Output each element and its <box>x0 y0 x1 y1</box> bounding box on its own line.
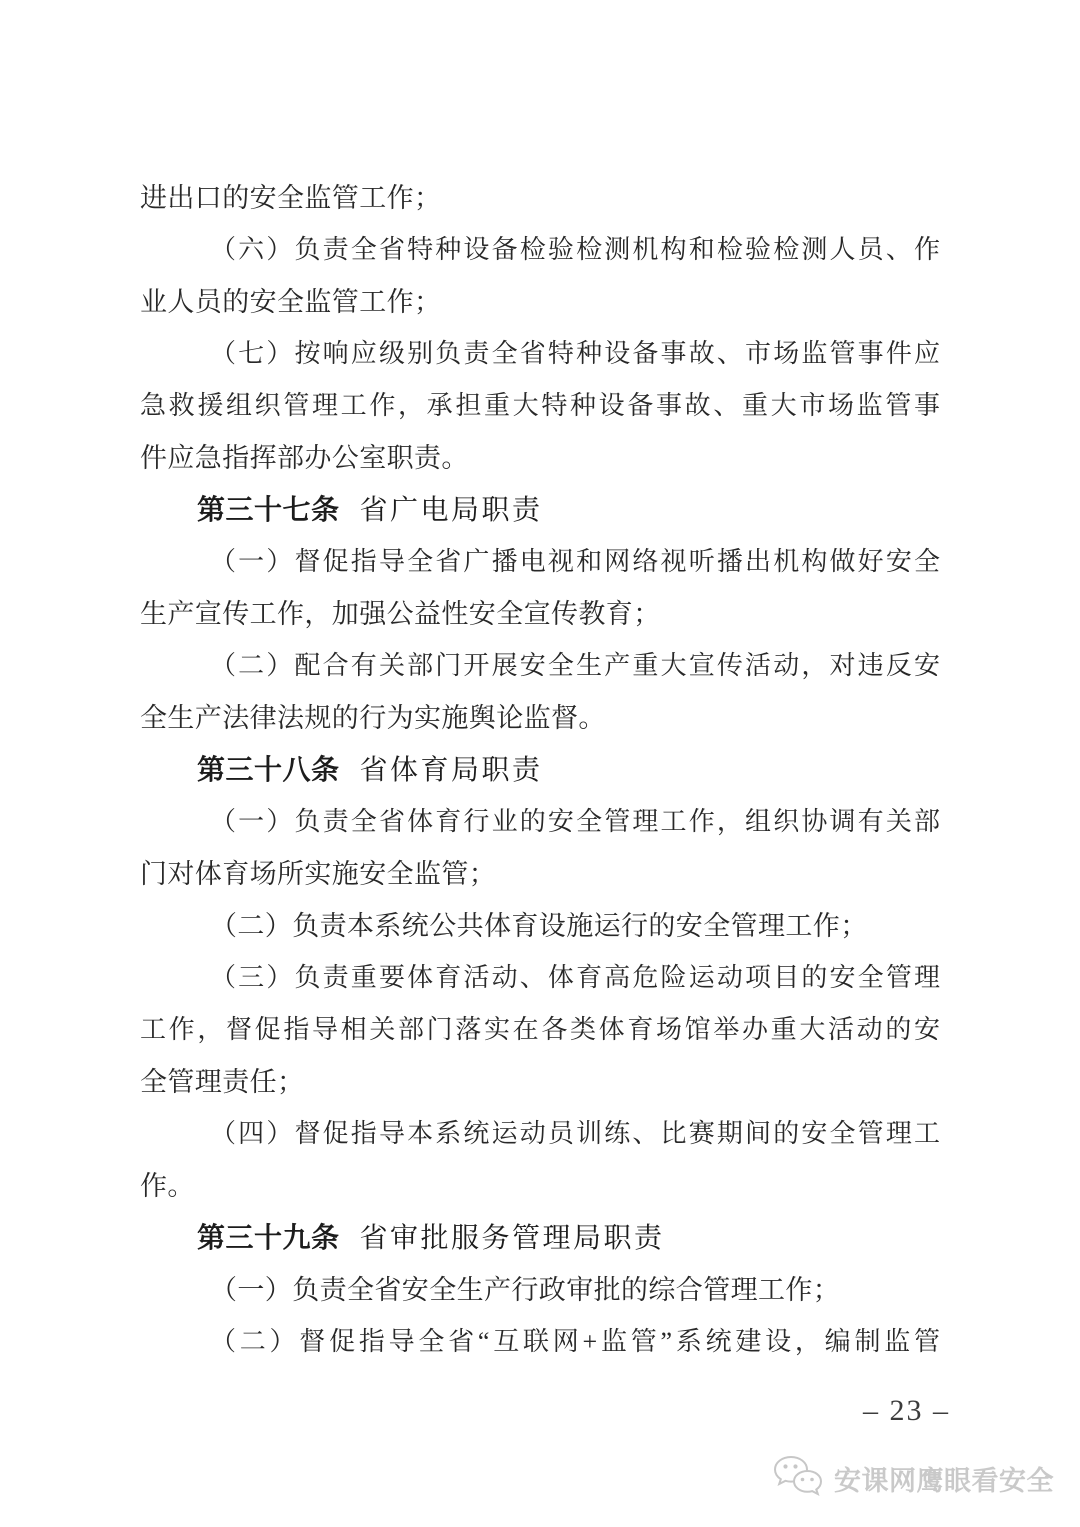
text-line: 业人员的安全监管工作； <box>140 287 442 317</box>
text-line: （一）督促指导全省广播电视和网络视听播出机构做好安全 <box>210 547 940 576</box>
article-number-label: 第三十七条 <box>197 495 340 526</box>
text-line: 进出口的安全监管工作； <box>140 183 442 213</box>
text-line: 门对体育场所实施安全监管； <box>140 859 497 889</box>
document-body <box>140 172 940 1368</box>
text-line: （二）配合有关部门开展安全生产重大宣传活动，对违反安 <box>210 651 940 680</box>
text-line: （一）负责全省安全生产行政审批的综合管理工作； <box>210 1275 841 1305</box>
text-line: 生产宣传工作，加强公益性安全宣传教育； <box>140 599 661 629</box>
article-title-label: 省体育局职责 <box>359 755 543 786</box>
text-line: 急救援组织管理工作，承担重大特种设备事故、重大市场监管事 <box>140 391 940 420</box>
text-line: （二）负责本系统公共体育设施运行的安全管理工作； <box>210 911 868 941</box>
text-line: （四）督促指导本系统运动员训练、比赛期间的安全管理工 <box>210 1119 940 1148</box>
text-line: 作。 <box>140 1171 195 1201</box>
text-line: （三）负责重要体育活动、体育高危险运动项目的安全管理 <box>210 963 940 992</box>
page-number: – 23 – <box>863 1394 950 1427</box>
text-line: （六）负责全省特种设备检验检测机构和检验检测人员、作 <box>210 235 940 264</box>
text-line: 工作，督促指导相关部门落实在各类体育场馆举办重大活动的安 <box>140 1015 940 1044</box>
article-title-label: 省广电局职责 <box>359 495 543 526</box>
text-line: （二）督促指导全省“互联网+监管”系统建设，编制监管 <box>210 1327 940 1356</box>
section-heading <box>140 484 940 536</box>
text-line: （一）负责全省体育行业的安全管理工作，组织协调有关部 <box>210 807 940 836</box>
text-line: 全生产法律法规的行为实施舆论监督。 <box>140 703 606 733</box>
section-heading <box>140 1212 940 1264</box>
text-line: （七）按响应级别负责全省特种设备事故、市场监管事件应 <box>210 339 940 368</box>
watermark-text: 安课网鹰眼看安全 <box>834 1465 1054 1496</box>
section-heading <box>140 744 940 796</box>
watermark <box>770 1450 1054 1506</box>
text-line: 件应急指挥部办公室职责。 <box>140 443 469 473</box>
wechat-icon <box>770 1452 826 1504</box>
article-number-label: 第三十九条 <box>197 1223 340 1254</box>
article-title-label: 省审批服务管理局职责 <box>359 1223 665 1254</box>
text-line: 全管理责任； <box>140 1067 305 1097</box>
article-number-label: 第三十八条 <box>197 755 340 786</box>
